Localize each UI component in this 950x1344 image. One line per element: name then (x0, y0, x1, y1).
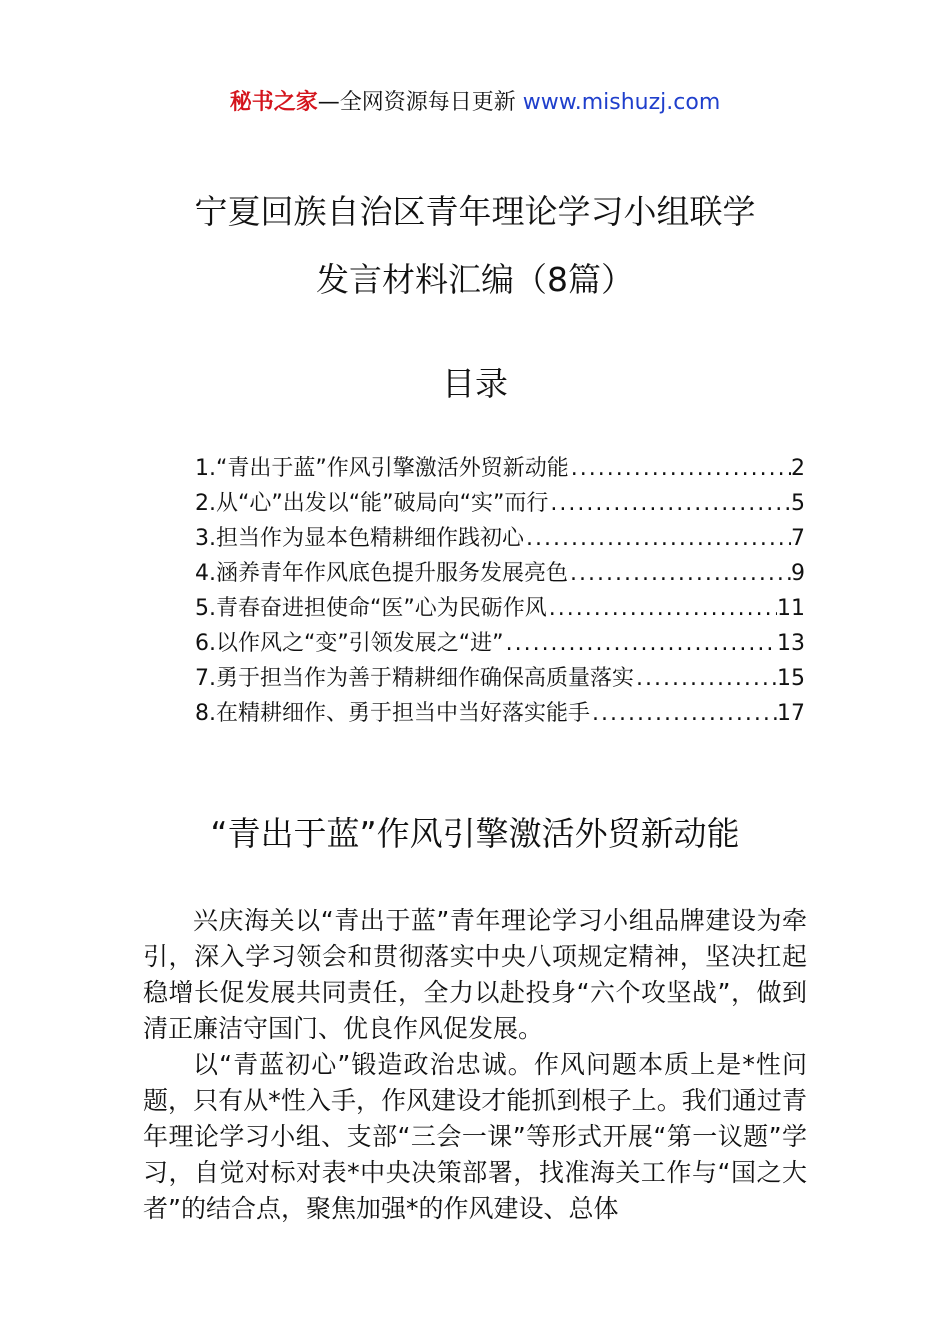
toc-leader-dots (504, 626, 777, 661)
paragraph-2: 以“青蓝初心”锻造政治忠诚。作风问题本质上是*性问题，只有从*性入手，作风建设才能抓到根子上。我们通过青年理论学习小组、支部“三会一课”等形式开展“第一议题”学习，自觉对标对表*中央决策部署，找准海关工作与“国之大者”的结合点，聚焦加强*的作风建设、总体 (143, 1050, 807, 1223)
toc-item-6[interactable] (195, 626, 805, 661)
toc-item-text: 5.青春奋进担使命“医”心为民砺作风 (195, 596, 547, 621)
toc-item-page: 5 (791, 491, 805, 516)
toc-item-text: 8.在精耕细作、勇于担当中当好落实能手 (195, 701, 590, 726)
site-url-link[interactable]: www.mishuzj.com (522, 90, 721, 115)
toc-item-page: 13 (777, 631, 805, 656)
toc-item-page: 15 (777, 666, 805, 691)
toc-item-text: 2.从“心”出发以“能”破局向“实”而行 (195, 491, 549, 516)
section-title: “青出于蓝”作风引擎激活外贸新动能 (210, 814, 740, 853)
toc-item-page: 2 (791, 456, 805, 481)
toc-item-text: 3.担当作为显本色精耕细作践初心 (195, 526, 524, 551)
toc-item-7[interactable] (195, 661, 805, 696)
toc-leader-dots (590, 696, 777, 731)
site-header (0, 88, 950, 118)
toc-item-text: 1.“青出于蓝”作风引擎激活外贸新动能 (195, 456, 569, 481)
toc-leader-dots (547, 591, 777, 626)
section-body (143, 903, 807, 1227)
site-brand: 秘书之家 (229, 90, 318, 115)
toc-item-text: 4.涵养青年作风底色提升服务发展亮色 (195, 561, 568, 586)
toc-item-4[interactable] (195, 556, 805, 591)
toc-item-page: 7 (791, 526, 805, 551)
paragraph-1: 兴庆海关以“青出于蓝”青年理论学习小组品牌建设为牵引，深入学习领会和贯彻落实中央八项规定精神，坚决扛起稳增长促发展共同责任，全力以赴投身“六个攻坚战”，做到清正廉洁守国门、优良作风促发展。 (143, 906, 807, 1043)
toc-item-3[interactable] (195, 521, 805, 556)
toc-item-8[interactable] (195, 696, 805, 731)
document-title-line-1: 宁夏回族自治区青年理论学习小组联学 (194, 192, 756, 231)
toc-item-page: 17 (777, 701, 805, 726)
toc-item-page: 11 (777, 596, 805, 621)
toc-leader-dots (568, 556, 791, 591)
toc-item-5[interactable] (195, 591, 805, 626)
toc-leader-dots (569, 451, 791, 486)
toc-leader-dots (634, 661, 777, 696)
toc-item-1[interactable] (195, 451, 805, 486)
toc-heading: 目录 (442, 364, 508, 403)
toc-item-2[interactable] (195, 486, 805, 521)
toc-item-text: 6.以作风之“变”引领发展之“进” (195, 631, 504, 656)
site-tagline: —全网资源每日更新 (317, 90, 523, 115)
document-title-line-2: 发言材料汇编（8篇） (316, 260, 634, 299)
toc-item-text: 7.勇于担当作为善于精耕细作确保高质量落实 (195, 666, 634, 691)
table-of-contents (195, 451, 805, 731)
toc-item-page: 9 (791, 561, 805, 586)
toc-leader-dots (524, 521, 791, 556)
toc-leader-dots (548, 486, 791, 521)
